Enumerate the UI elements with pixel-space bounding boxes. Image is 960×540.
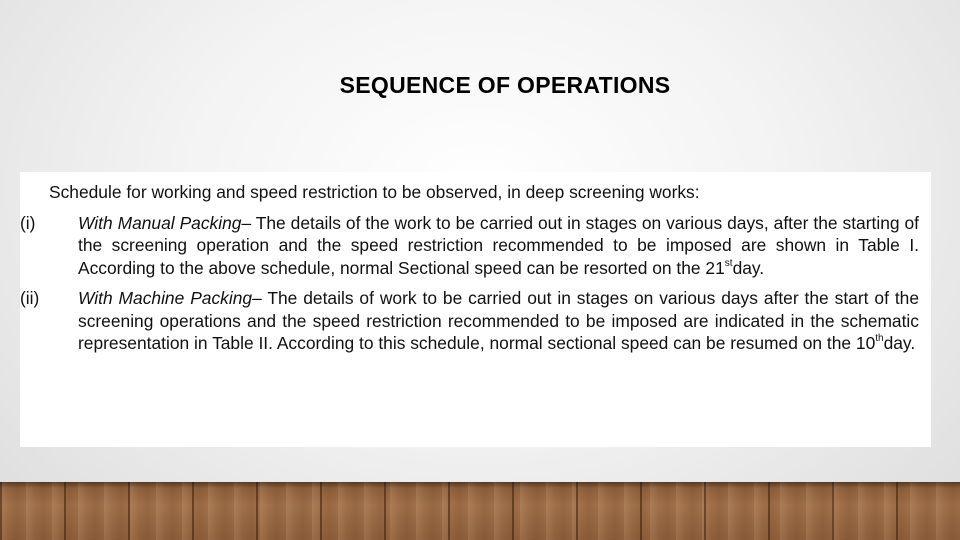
list-item-machine-packing	[20, 287, 919, 355]
list-item-manual-packing	[20, 212, 920, 280]
list-item-text	[78, 212, 919, 280]
item-body-end: day.	[883, 333, 916, 353]
wood-floor-decoration	[0, 482, 960, 540]
slide-title: SEQUENCE OF OPERATIONS	[339, 72, 671, 98]
document-excerpt	[20, 172, 931, 447]
ordinal-suffix: th	[875, 333, 884, 345]
list-item-text	[78, 287, 919, 355]
item-label: With Machine Packing	[78, 288, 253, 308]
list-marker: (ii)	[20, 288, 40, 308]
item-body: – The details of work to be carried out in stages on various days after the start of the screening operations and the speed restriction recommended to be imposed are indicated in the schematic representation in Table II. According to this schedule, normal sectional speed can be resumed on the 10	[78, 288, 919, 353]
item-label: With Manual Packing	[78, 212, 242, 233]
intro-paragraph: Schedule for working and speed restriction to be observed, in deep screening works:	[49, 182, 700, 202]
item-body: – The details of the work to be carried out in stages on various days, after the starting of the screening operation and the speed restriction recommended to be imposed are shown in Table I. According to the above schedule, normal Sectional speed can be resorted on the 21	[78, 212, 920, 278]
ordinal-suffix: st	[724, 257, 733, 269]
item-body-end: day.	[732, 257, 765, 278]
floor-shadow	[0, 482, 960, 488]
list-marker: (i)	[20, 212, 36, 233]
